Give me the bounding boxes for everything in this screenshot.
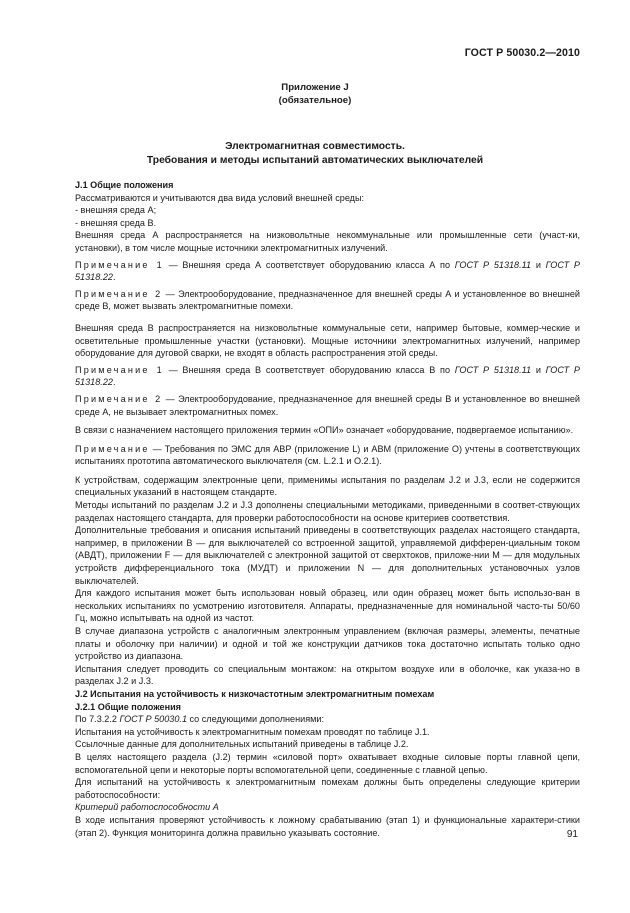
- section-heading-j1: J.1 Общие положения: [75, 180, 174, 190]
- paragraph: Испытания следует проводить со специальным монтажом: на открытом воздухе или в оболочке, как указа-но в разделах J.2 и J.3.: [75, 663, 580, 687]
- note: Примечание 1 — Внешняя среда В соответствует оборудованию класса В по ГОСТ Р 51318.11 и ГОСТ Р 51318.22.: [75, 364, 580, 388]
- section-heading-j21: J.2.1 Общие положения: [75, 701, 181, 712]
- title-line-1: Электромагнитная совместимость.: [225, 141, 405, 152]
- paragraph: Методы испытаний по разделам J.2 и J.3 дополнены специальными методиками, приведенными в соответ-ствующих разделах настоящего стандарта, для проверки работоспособности на основе критериев соответствия.: [75, 500, 580, 523]
- paragraph: Дополнительные требования и описания испытаний приведены в соответствующих разделах настоящего стандарта, например, в приложении В — для выключателей со встроенной защитой, управляемой дифферен-циальным током (АВДТ), приложении F — для выключателей с электронной защитой от сверхтоков, приложе-нии М — для модульных устройств дифференциального тока (МУДТ) и приложении N — для дополнительных установочных узлов выключателей.: [75, 525, 580, 586]
- note: Примечание 2 — Электрооборудование, предназначенное для внешней среды В и установленное во внешней среде А, не вызывает электромагнитных помех.: [75, 393, 580, 417]
- note: Примечание 1 — Внешняя среда А соответствует оборудованию класса А по ГОСТ Р 51318.11 и ГОСТ Р 51318.22.: [75, 259, 580, 283]
- annex-label: Приложение J: [281, 82, 349, 93]
- note: Примечание 2 — Электрооборудование, предназначенное для внешней среды А и установленное во внешней среде В, может вызвать электромагнитные помехи.: [75, 288, 580, 312]
- paragraph: Рассматриваются и учитываются два вида условий внешней среды:: [75, 192, 365, 203]
- list-item: - внешняя среда В.: [75, 217, 157, 228]
- list-item: - внешняя среда А;: [75, 205, 157, 216]
- criterion-label: Критерий работоспособности А: [75, 802, 219, 813]
- paragraph: Испытания на устойчивость к электромагнитным помехам проводят по таблице J.1.: [75, 726, 430, 737]
- paragraph: К устройствам, содержащим электронные цепи, применимы испытания по разделам J.2 и J.3, если не содержится специальных указаний в настоящем стандарте.: [75, 474, 580, 498]
- annex-heading: [0, 82, 630, 107]
- note: Примечание — Требования по ЭМС для АВР (приложение L) и АВМ (приложение О) учтены в соответствующих испытаниях прототипа автоматического выключателя (см. L.2.1 и О.2.1).: [75, 443, 580, 467]
- paragraph: По 7.3.2.2 ГОСТ Р 50030.1 со следующими дополнениями:: [75, 714, 324, 725]
- document-body: [75, 179, 580, 839]
- paragraph: Ссылочные данные для дополнительных испытаний приведены в таблице J.2.: [75, 739, 409, 750]
- section-heading-j2: J.2 Испытания на устойчивость к низкочастотным электромагнитным помехам: [75, 688, 435, 699]
- paragraph: В связи с назначением настоящего приложения термин «ОПИ» означает «оборудование, подвергаемое испытанию».: [75, 425, 574, 436]
- paragraph: В целях настоящего раздела (J.2) термин «силовой порт» охватывает входные силовые порты главной цепи, вспомогательной цепи и некоторые порты вспомогательной цепи, соединенные с главной цепью.: [75, 751, 580, 775]
- annex-title: [0, 140, 630, 168]
- page-number: 91: [566, 829, 578, 840]
- paragraph: Внешняя среда А распространяется на низковольтные некоммунальные или промышленные сети (участ-ки, установки), в том числе мощные источники электромагнитных излучений.: [75, 230, 580, 253]
- paragraph: Внешняя среда В распространяется на низковольтные коммунальные сети, например бытовые, коммер-ческие и осветительные промышленные участки (установки). Мощные источники электромагнитных излучений, например оборудование для дуговой сварки, не входят в область распространения этой среды.: [75, 322, 580, 359]
- paragraph: Для каждого испытания может быть использован новый образец, или один образец может быть использо-ван в нескольких испытаниях по усмотрению изготовителя. Аппараты, предназначенные для номинальной часто-ты 50/60 Гц, можно испытывать на одной из частот.: [75, 588, 580, 624]
- paragraph: В ходе испытания проверяют устойчивость к ложному срабатыванию (этап 1) и функциональные характери-стики (этап 2). Функция мониторинга должна правильно указывать состояние.: [75, 814, 580, 838]
- standard-header: ГОСТ Р 50030.2—2010: [464, 47, 580, 59]
- paragraph: В случае диапазона устройств с аналогичным электронным управлением (включая размеры, элементы, печатные платы и оболочку при наличии) и одной и той же конструкции датчиков тока достаточно испытать только одно устройство из диапазона.: [75, 626, 580, 662]
- paragraph: Для испытаний на устойчивость к электромагнитным помехам должны быть определены следующие критерии работоспособности:: [75, 777, 580, 800]
- annex-status: (обязательное): [278, 94, 352, 106]
- title-line-2: Требования и методы испытаний автоматических выключателей: [146, 155, 484, 167]
